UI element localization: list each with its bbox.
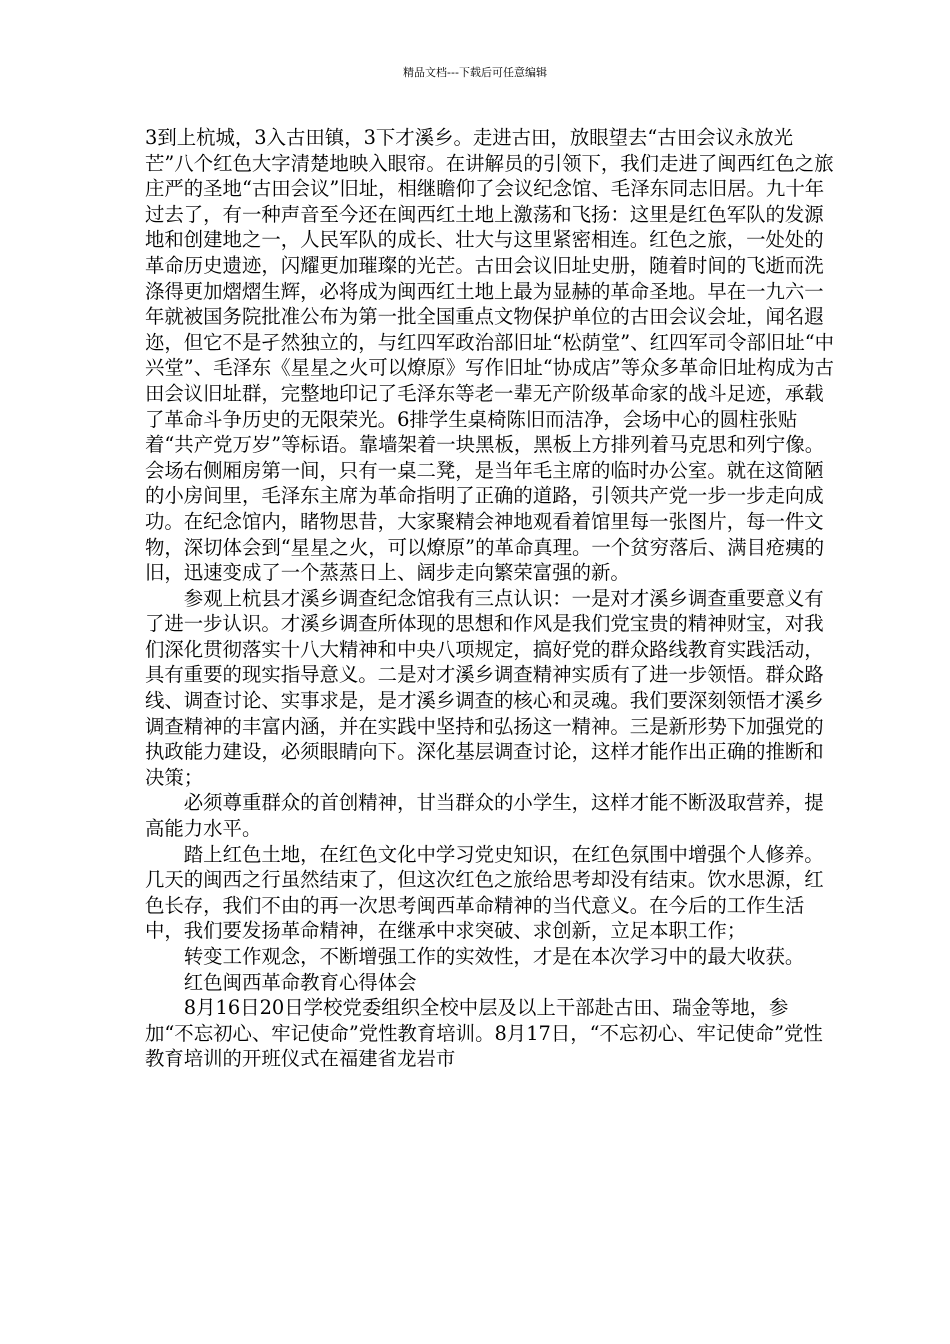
paragraph: 踏上红色土地，在红色文化中学习党史知识，在红色氛围中增强个人修养。几天的闽西之行虽然结束了，但这次红色之旅给思考却没有结束。饮水思源，红色长存，我们不由的再一次思考闽西革命精神的当代意义。在今后的工作生活中，我们要发扬革命精神，在继承中求突破、求创新，立足本职工作； (145, 842, 824, 943)
paragraph: 必须尊重群众的首创精神，甘当群众的小学生，这样才能不断汲取营养，提高能力水平。 (145, 791, 824, 841)
page-header: 精品文档---下载后可任意编辑 (403, 66, 547, 79)
paragraph: 参观上杭县才溪乡调查纪念馆我有三点认识：一是对才溪乡调查重要意义有了进一步认识。才溪乡调查所体现的思想和作风是我们党宝贵的精神财宝，对我们深化贯彻落实十八大精神和中央八项规定，搞好党的群众路线教育实践活动，具有重要的现实指导意义。二是对才溪乡调查精神实质有了进一步领悟。群众路线、调查讨论、实事求是，是才溪乡调查的核心和灵魂。我们要深刻领悟才溪乡调查精神的丰富内涵，并在实践中坚持和弘扬这一精神。三是新形势下加强党的执政能力建设，必须眼睛向下。深化基层调查讨论，这样才能作出正确的推断和决策； (145, 586, 824, 789)
document-body (145, 125, 835, 1072)
section-heading: 红色闽西革命教育心得体会 (183, 970, 417, 994)
paragraph: 8月16日20日学校党委组织全校中层及以上干部赴古田、瑞金等地，参加“不忘初心、牢记使命”党性教育培训。8月17日，“不忘初心、牢记使命”党性教育培训的开班仪式在福建省龙岩市 (145, 996, 823, 1071)
paragraph: 转变工作观念，不断增强工作的实效性，才是在本次学习中的最大收获。 (183, 945, 805, 968)
paragraph: 3到上杭城，3入古田镇，3下才溪乡。走进古田，放眼望去“古田会议永放光芒”八个红色大字清楚地映入眼帘。在讲解员的引领下，我们走进了闽西红色之旅庄严的圣地“古田会议”旧址，相继瞻仰了会议纪念馆、毛泽东同志旧居。九十年过去了，有一种声音至今还在闽西红土地上激荡和飞扬：这里是红色军队的发源地和创建地之一，人民军队的成长、壮大与这里紧密相连。红色之旅，一处处的革命历史遗迹，闪耀更加璀璨的光芒。古田会议旧址史册，随着时间的飞逝而洗涤得更加熠熠生辉，必将成为闽西红土地上最为显赫的革命圣地。早在一九六一年就被国务院批准公布为第一批全国重点文物保护单位的古田会议会址，闻名遐迩，但它不是孑然独立的，与红四军政治部旧址“松荫堂”、红四军司令部旧址“中兴堂”、毛泽东《星星之火可以燎原》写作旧址“协成店”等众多革命旧址构成为古田会议旧址群，完整地印记了毛泽东等老一辈无产阶级革命家的战斗足迹，承载了革命斗争历史的无限荣光。6排学生桌椅陈旧而洁净，会场中心的圆柱张贴着“共产党万岁”等标语。靠墙架着一块黑板，黑板上方排列着马克思和列宁像。会场右侧厢房第一间，只有一桌二凳，是当年毛主席的临时办公室。就在这简陋的小房间里，毛泽东主席为革命指明了正确的道路，引领共产党一步一步走向成功。在纪念馆内，睹物思昔，大家聚精会神地观看着馆里每一张图片，每一件文物，深切体会到“星星之火，可以燎原”的革命真理。一个贫穷落后、满目疮痍的旧，迅速变成了一个蒸蒸日上、阔步走向繁荣富强的新。 (145, 126, 835, 585)
